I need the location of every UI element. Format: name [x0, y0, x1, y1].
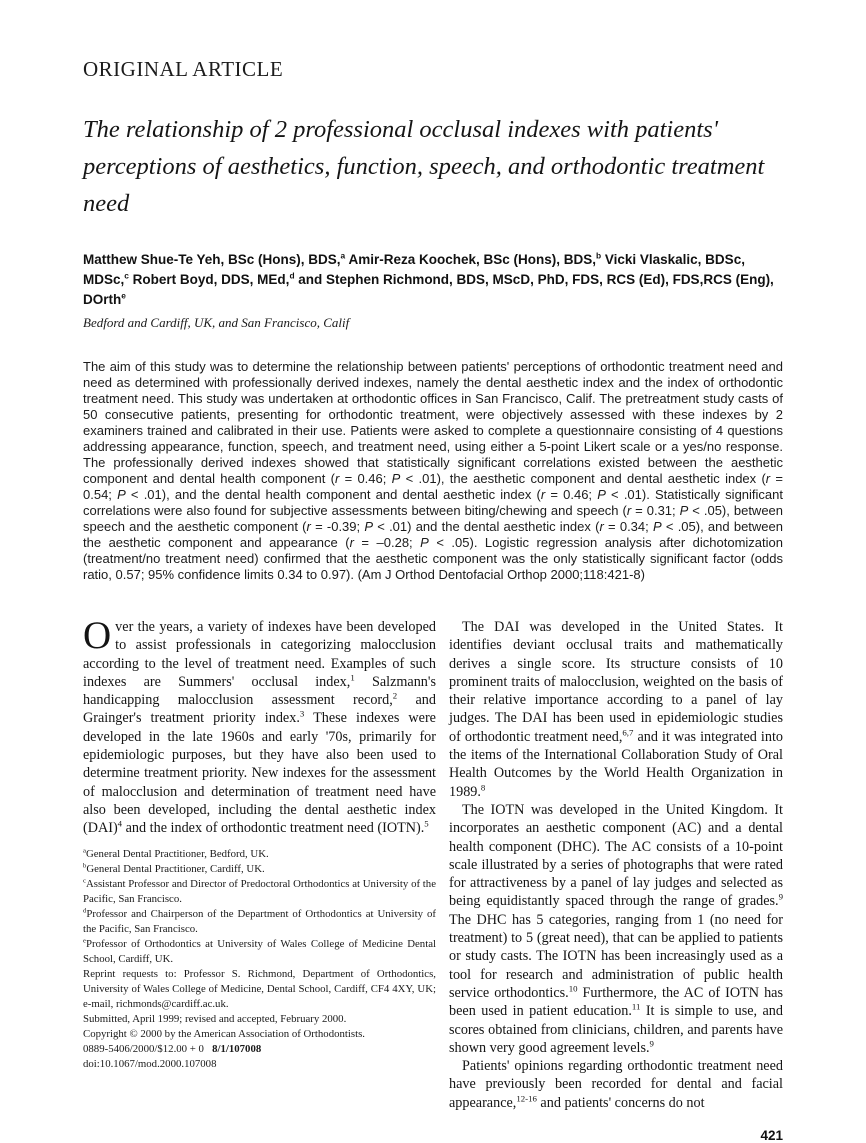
intro-paragraph	[83, 614, 436, 838]
body-paragraph-dai: The DAI was developed in the United States. It identifies deviant occlusal traits and mathematically derives a single score. Its structure consists of 10 prominent traits of malocclusion, weighted on the basis of their relative importance according to a panel of lay judges. The DAI has been used in epidemiologic studies of orthodontic treatment need,$^{6,7}$ and it was integrated into the items of the International Collaboration Study of Oral Health Outcomes by the World Health Organization in 1989.$^8$	[449, 619, 783, 800]
drop-cap: O	[83, 614, 112, 657]
footnote-affiliation-b: $^b$General Dental Practitioner, Cardiff, UK.	[83, 861, 265, 875]
body-paragraph-patient-opinions: Patients' opinions regarding orthodontic treatment need have previously been recorded for dental and facial appearance,$^{12-16}$ and patients' concerns do not	[449, 1058, 783, 1111]
footnotes-block	[83, 847, 436, 1072]
two-column-body	[83, 614, 783, 1143]
intro-paragraph-text: ver the years, a variety of indexes have been developed to assist professionals in categorizing malocclusion according to the level of treatment need. Examples of such indexes are Summers' occlusal index,$^1$ Salzmann's handicapping malocclusion assessment record,$^2$ and Grainger's treatment priority index.$^3$ These indexes were developed in the late 1960s and early '70s, primarily for epidemiologic purposes, but they have also been used to determine treatment priority. New indexes for the assessment of malocclusion and determination of treatment need have also been developed, including the dental aesthetic index (DAI)$^4$ and the index of orthodontic treatment need (IOTN).$^5$	[83, 619, 436, 837]
footnote-copyright: Copyright © 2000 by the American Association of Orthodontists.	[83, 1027, 365, 1040]
authors-line: Matthew Shue-Te Yeh, BSc (Hons), BDS,$^a$ Amir-Reza Koochek, BSc (Hons), BDS,$^b$ Vicki Vlaskalic, BDSc, MDSc,$^c$ Robert Boyd, DDS, MEd,$^d$ and Stephen Richmond, BDS, MScD, PhD, FDS, RCS (Ed), FDS,RCS (Eng), DOrth$^e$	[83, 250, 774, 307]
article-type-label: ORIGINAL ARTICLE	[83, 57, 284, 81]
footnote-affiliation-d: $^d$Professor and Chairperson of the Department of Orthodontics at University of the Pacific, San Francisco.	[83, 906, 436, 935]
affiliation-line: Bedford and Cardiff, UK, and San Francisco, Calif	[83, 315, 350, 330]
footnote-affiliation-c: $^c$Assistant Professor and Director of Predoctoral Orthodontics at University of the Pacific, San Francisco.	[83, 876, 436, 905]
footnote-submission-history: Submitted, April 1999; revised and accepted, February 2000.	[83, 1012, 347, 1025]
footnote-reprint-requests: Reprint requests to: Professor S. Richmond, Department of Orthodontics, University of Wales College of Medicine, Dental School, Cardiff, CF4 4XY, UK; e-mail, richmonds@cardiff.ac.uk.	[83, 967, 436, 1010]
article-title: The relationship of 2 professional occlusal indexes with patients' perceptions of aesthetics, function, speech, and orthodontic treatment need	[83, 116, 765, 217]
right-column	[449, 618, 783, 1143]
footnote-doi: doi:10.1067/mod.2000.107008	[83, 1057, 217, 1070]
abstract-text: The aim of this study was to determine the relationship between patients' perceptions of orthodontic treatment need and need as determined with professionally derived indexes, namely the dental aesthetic index and the index of orthodontic treatment need. This study was undertaken at orthodontic offices in San Francisco, Calif. The pretreatment study casts of 50 consecutive patients, presenting for orthodontic treatment, were objectively assessed with these indexes by 2 examiners trained and calibrated in their use. Patients were asked to complete a questionnaire consisting of 4 questions addressing appearance, function, speech, and treatment need, using either a 5-point Likert scale or a yes/no response. The professionally derived indexes showed that statistically significant correlations existed between the aesthetic component and dental health component (r = 0.46; P < .01), the aesthetic component and dental aesthetic index (r = 0.54; P < .01), and the dental health component and dental aesthetic index (r = 0.46; P < .01). Statistically significant correlations were also found for subjective assessments between biting/chewing and speech (r = 0.31; P < .05), between speech and the aesthetic component (r = -0.39; P < .01) and the dental aesthetic index (r = 0.34; P < .05), and between the aesthetic component and appearance (r = –0.28; P < .05). Logistic regression analysis after dichotomization (treatment/no treatment need) confirmed that the aesthetic component was the only statistically significant factor (odds ratio, 0.57; 95% confidence limits 0.34 to 0.97). (Am J Orthod Dentofacial Orthop 2000;118:421-8)	[83, 359, 784, 582]
page-number: 421	[760, 1128, 783, 1143]
body-paragraph-iotn: The IOTN was developed in the United Kingdom. It incorporates an aesthetic component (AC) and a dental health component (DHC). The AC consists of a 10-point scale illustrated by a series of photographs that were rated for attractiveness by a panel of lay judges and selected as being equidistantly spaced through the range of grades.$^9$ The DHC has 5 categories, ranging from 1 (no need for treatment) to 5 (great need), that can be applied to patients or study casts. The IOTN has been increasingly used as a tool for research and administration of public health service orthodontics.$^{10}$ Furthermore, the AC of IOTN has been used in patient education.$^{11}$ It is simple to use, and scores obtained from clinicians, children, and parents have shown very good agreement levels.$^9$	[449, 801, 783, 1056]
footnote-affiliation-a: $^a$General Dental Practitioner, Bedford, UK.	[83, 846, 269, 860]
footnote-affiliation-e: $^e$Professor of Orthodontics at University of Wales College of Medicine Dental School, Cardiff, UK.	[83, 936, 436, 965]
footnote-issn-code: 0889-5406/2000/$12.00 + 0 8/1/107008	[83, 1042, 262, 1055]
left-column	[83, 614, 436, 1143]
